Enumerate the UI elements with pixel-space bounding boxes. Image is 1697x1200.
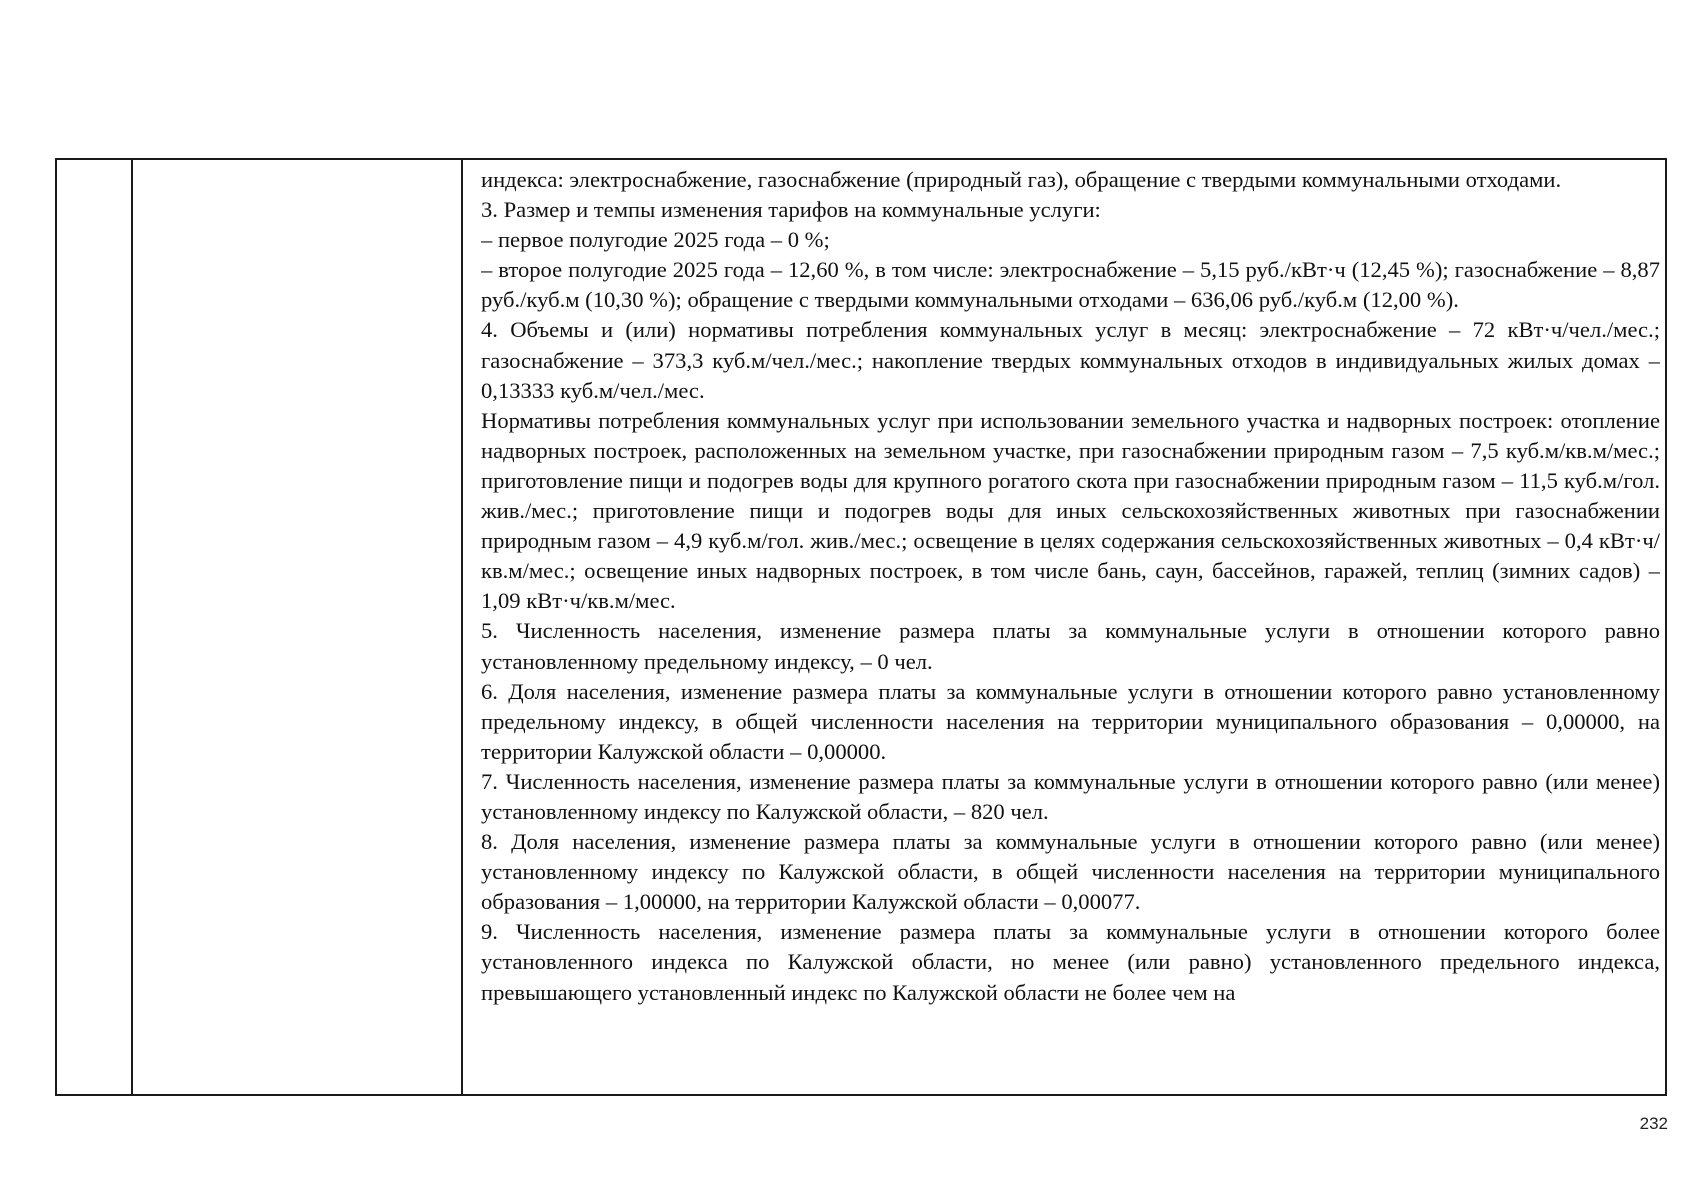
column-divider-1 xyxy=(131,160,133,1094)
paragraph-item-5: 5. Численность населения, изменение размера платы за коммунальные услуги в отношении которого равно установленному предельному индексу, – 0 чел. xyxy=(481,618,1660,674)
paragraph-first-half-2025: – первое полугодие 2025 года – 0 %; xyxy=(481,227,830,253)
paragraph-item-8: 8. Доля населения, изменение размера платы за коммунальные услуги в отношении которого равно (или менее) установленному индексу по Калужской области, в общей численности населения на территории муниципального образования – 1,00000, на территории Калужской области – 0,00077. xyxy=(481,829,1660,915)
text-cell xyxy=(481,165,1660,1093)
paragraph-land-norms: Нормативы потребления коммунальных услуг при использовании земельного участка и надворных построек: отопление надворных построек, расположенных на земельном участке, при газоснабжении природным газом – 7,5 куб.м/кв.м/мес.; приготовление пищи и подогрев воды для крупного рогатого скота при газоснабжении природным газом – 11,5 куб.м/гол. жив./мес.; приготовление пищи и подогрев воды для иных сельскохозяйственных животных при газоснабжении природным газом – 4,9 куб.м/гол. жив./мес.; освещение в целях содержания сельскохозяйственных животных – 0,4 кВт·ч/кв.м/мес.; освещение иных надворных построек, в том числе бань, саун, бассейнов, гаражей, теплиц (зимних садов) – 1,09 кВт·ч/кв.м/мес. xyxy=(481,407,1660,614)
paragraph-item-6: 6. Доля населения, изменение размера платы за коммунальные услуги в отношении которого равно установленному предельному индексу, в общей численности населения на территории муниципального образования – 0,00000, на территории Калужской области – 0,00000. xyxy=(481,678,1660,764)
page-number: 232 xyxy=(1639,1114,1668,1133)
paragraph-item-9: 9. Численность населения, изменение размера платы за коммунальные услуги в отношении которого более установленного индекса по Калужской области, но менее (или равно) установленного предельного индекса, превышающего установленный индекс по Калужской области не более чем на xyxy=(481,919,1660,1005)
column-divider-2 xyxy=(461,160,463,1094)
paragraph-index-continuation: индекса: электроснабжение, газоснабжение (природный газ), обращение с твердыми коммунальными отходами. xyxy=(481,167,1562,192)
paragraph-item-4: 4. Объемы и (или) нормативы потребления коммунальных услуг в месяц: электроснабжение – 72 кВт·ч/чел./мес.; газоснабжение – 373,3 куб.м/чел./мес.; накопление твердых коммунальных отходов в индивидуальных жилых домах – 0,13333 куб.м/чел./мес. xyxy=(481,317,1660,403)
paragraph-second-half-2025: – второе полугодие 2025 года – 12,60 %, в том числе: электроснабжение – 5,15 руб./кВт·ч (12,45 %); газоснабжение – 8,87 руб./куб.м (10,30 %); обращение с твердыми коммунальными отходами – 636,06 руб./куб.м (12,00 %). xyxy=(481,257,1660,313)
paragraph-item-7: 7. Численность населения, изменение размера платы за коммунальные услуги в отношении которого равно (или менее) установленному индексу по Калужской области, – 820 чел. xyxy=(481,768,1660,824)
document-table xyxy=(55,158,1667,1096)
paragraph-item-3: 3. Размер и темпы изменения тарифов на коммунальные услуги: xyxy=(481,197,1101,223)
